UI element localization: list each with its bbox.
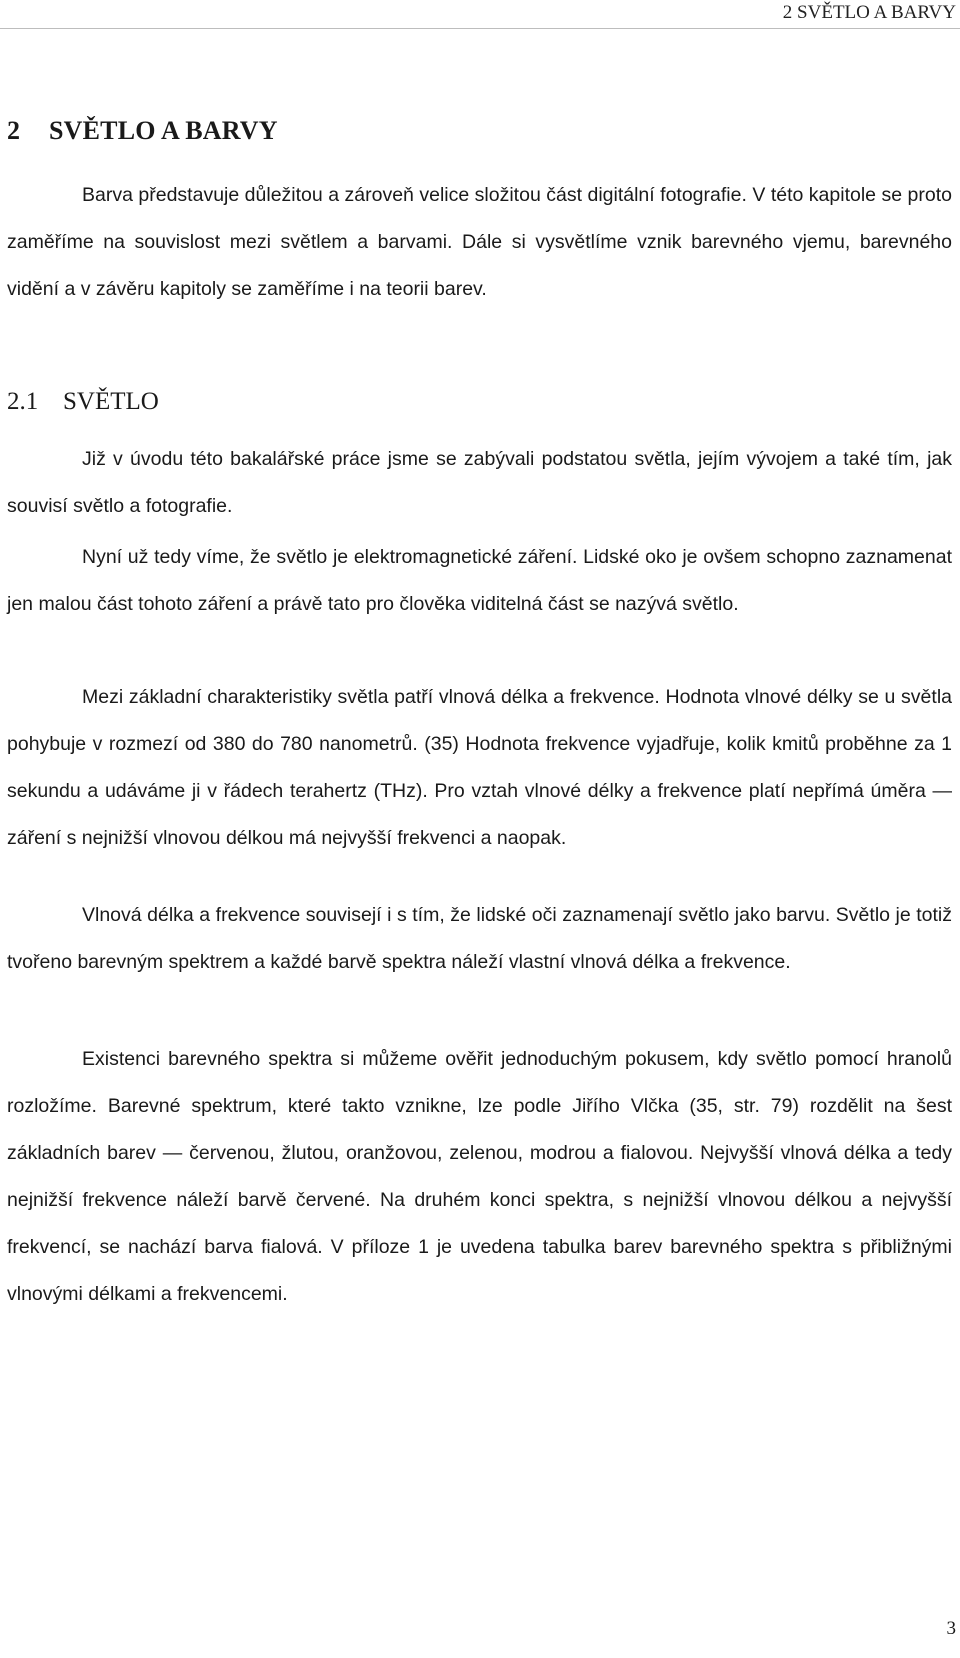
section-number: 2.1 [7,388,39,415]
body-paragraph: Mezi základní charakteristiky světla patří vlnová délka a frekvence. Hodnota vlnové délky se u světla pohybuje v rozmezí od 380 do 780 nanometrů. (35) Hodnota frekvence vyjadřuje, kolik kmitů proběhne za 1 sekundu a udáváme ji v řádech terahertz (THz). Pro vztah vlnové délky a frekvence platí nepřímá úměra — záření s nejnižší vlnovou délkou má nejvyšší frekvenci a naopak. [7,686,952,849]
page-number: 3 [946,1618,956,1639]
body-paragraph: Existenci barevného spektra si můžeme ověřit jednoduchým pokusem, kdy světlo pomocí hranolů rozložíme. Barevné spektrum, které takto vznikne, lze podle Jiřího Vlčka (35, str. 79) rozdělit na šest základních barev — červenou, žlutou, oranžovou, zelenou, modrou a fialovou. Nejvyšší vlnová délka a tedy nejnižší frekvence náleží barvě červené. Na druhém konci spektra, s nejnižší vlnovou délkou a nejvyšší frekvencí, se nachází barva fialová. V příloze 1 je uvedena tabulka barev barevného spektra s přibližnými vlnovými délkami a frekvencemi. [7,1048,952,1305]
section-title: SVĚTLO [63,388,159,415]
chapter-number: 2 [7,116,21,145]
body-paragraph: Vlnová délka a frekvence souvisejí i s tím, že lidské oči zaznamenají světlo jako barvu. Světlo je totiž tvořeno barevným spektrem a každé barvě spektra náleží vlastní vlnová délka a frekvence. [7,904,952,973]
section-heading [7,388,159,416]
intro-paragraph: Barva představuje důležitou a zároveň velice složitou část digitální fotografie. V této kapitole se proto zaměříme na souvislost mezi světlem a barvami. Dále si vysvětlíme vznik barevného vjemu, barevného vidění a v závěru kapitoly se zaměříme i na teorii barev. [7,184,952,300]
running-header [0,0,960,29]
chapter-title: SVĚTLO A BARVY [49,116,278,145]
body-paragraph: Již v úvodu této bakalářské práce jsme se zabývali podstatou světla, jejím vývojem a také tím, jak souvisí světlo a fotografie. [7,448,952,517]
body-paragraph: Nyní už tedy víme, že světlo je elektromagnetické záření. Lidské oko je ovšem schopno zaznamenat jen malou část tohoto záření a právě tato pro člověka viditelná část se nazývá světlo. [7,546,952,615]
running-header-title: 2 SVĚTLO A BARVY [782,2,956,23]
chapter-heading [7,116,278,146]
